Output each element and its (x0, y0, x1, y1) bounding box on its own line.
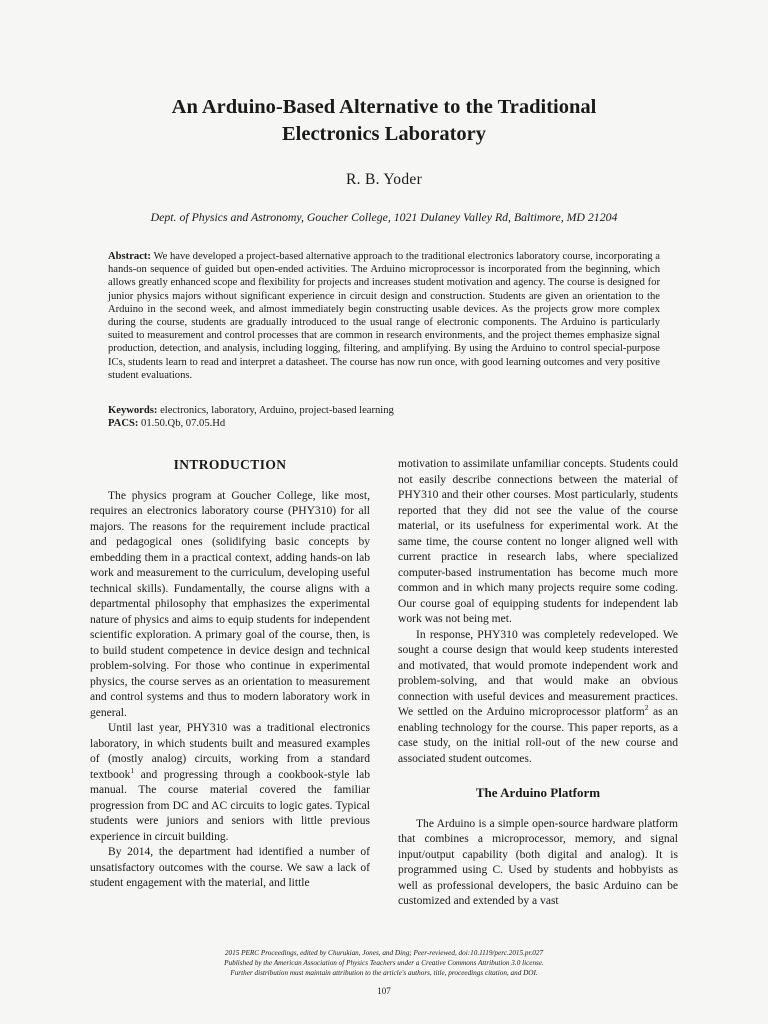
page-number: 107 (377, 986, 391, 996)
paragraph-2-text-a: Until last year, PHY310 was a traditional electronics laboratory, in which students built and measured examples of (mostly analog) circuits, working from a standard textbook (90, 722, 370, 781)
paragraph-4: motivation to assimilate unfamiliar concepts. Students could not easily describe connections between the material of PHY310 and their other courses. Most particularly, students reported that they did not see the value of the course material, or its usefulness for experimental work. At the same time, the course content no longer aligned well with current practice in research labs, where specialized computer-based instrumentation has become much more common and in which many projects require some coding. Our course goal of equipping students for independent lab work was not being met. (398, 458, 678, 625)
title-line-1: An Arduino-Based Alternative to the Traditional (171, 96, 597, 118)
abstract-label: Abstract: (108, 251, 151, 262)
abstract (108, 250, 660, 382)
footer-citation (90, 948, 678, 978)
paragraph-1: The physics program at Goucher College, like most, requires an electronics laboratory course (PHY310) for all majors. The reasons for the requirement include practical and pedagogical ones (solidifying basic concepts by embedding them in a practical context, adding hands-on lab work and measurement to the curriculum, developing useful technical skills). Fundamentally, the course aligns with a departmental philosophy that emphasizes the experimental nature of physics and aims to equip students for independent scientific exploration. A primary goal of the course, then, is to build student competence in device design and technical problem-solving. For those who continue in experimental physics, the course serves as an orientation to measurement and control systems and thus to modern laboratory work in general. (90, 489, 370, 719)
title-line-2: Electronics Laboratory (281, 123, 487, 145)
paragraph-5-text-a: In response, PHY310 was completely redeveloped. We sought a course design that would keep students interested and motivated, that would promote independent work and problem-solving, and that would make an obvious connection with useful devices and measurement practices. We settled on the Arduino microprocessor platform (398, 628, 678, 718)
pacs-text: 01.50.Qb, 07.05.Hd (138, 417, 226, 429)
paragraph-3: By 2014, the department had identified a number of unsatisfactory outcomes with the course. We saw a lack of student engagement with the material, and little (90, 846, 370, 889)
paragraph-5 (398, 628, 678, 768)
paragraph-2 (90, 721, 370, 845)
left-column (90, 457, 370, 892)
pacs-line (108, 418, 660, 431)
paragraph-5-text-b: as an enabling technology for the course. This paper reports, as a case study, on the initial roll-out of the new course and associated student outcomes. (398, 706, 678, 765)
footer-line-2: Published by the American Association of Physics Teachers under a Creative Commons Attribution 3.0 license. (224, 959, 544, 967)
author: R. B. Yoder (345, 171, 423, 188)
paragraph-2-text-b: and progressing through a cookbook-style lab manual. The course material covered the familiar progression from DC and AC circuits to logic gates. Typical students were juniors and seniors with little previous experience in circuit building. (90, 768, 370, 843)
section-heading-introduction: INTRODUCTION (173, 457, 287, 472)
keywords-block (108, 405, 660, 430)
affiliation: Dept. of Physics and Astronomy, Goucher College, 1021 Dulaney Valley Rd, Baltimore, MD 21204 (150, 210, 618, 224)
paper-title (60, 94, 708, 148)
footnote-ref-2: 2 (644, 703, 649, 713)
right-column (398, 457, 678, 910)
keywords-text: electronics, laboratory, Arduino, project-based learning (157, 405, 394, 416)
footer-line-3: Further distribution must maintain attribution to the article's authors, title, proceedings citation, and DOI. (230, 969, 538, 977)
abstract-text: We have developed a project-based alternative approach to the traditional electronics laboratory course, incorporating a hands-on sequence of guided but open-ended activities. The Arduino microprocessor is incorporated from the beginning, which allows greatly enhanced scope and flexibility for projects and increases student motivation and agency. The course is designed for junior physics majors without significant experience in circuit design and construction. Students are given an orientation to the Arduino in the second week, and almost immediately begin constructing usable devices. As the projects grow more complex during the course, students are gradually introduced to the usual range of electronic components. The Arduino is particularly suited to measurement and control processes that are common in research environments, and the project themes emphasize signal production, detection, and analysis, including logging, filtering, and amplifying. By using the Arduino to control special-purpose ICs, students learn to read and interpret a datasheet. The course has now run once, with good learning outcomes and very positive student evaluations. (108, 251, 660, 381)
footer-line-1: 2015 PERC Proceedings, edited by Churukian, Jones, and Ding; Peer-reviewed, doi:10.1119/perc.2015.pr.027 (224, 949, 544, 957)
paragraph-6: The Arduino is a simple open-source hardware platform that combines a microprocessor, memory, and signal input/output capability (both digital and analog). It is programmed using C. Used by students and hobbyists as well as professional developers, the basic Arduino can be customized and extended by a vast (398, 817, 678, 907)
keywords-line (108, 405, 660, 418)
keywords-label: Keywords: (108, 405, 158, 416)
pacs-label: PACS: (108, 417, 139, 429)
footnote-ref-1: 1 (130, 765, 135, 775)
subsection-heading-arduino-platform: The Arduino Platform (475, 785, 601, 800)
